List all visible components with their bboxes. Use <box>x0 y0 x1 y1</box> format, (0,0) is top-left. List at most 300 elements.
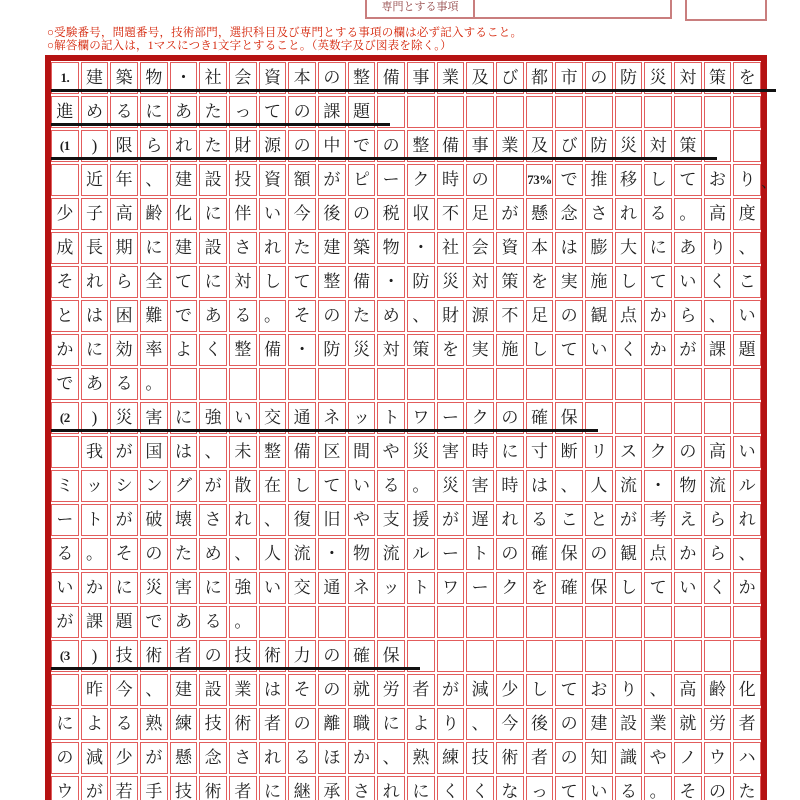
grid-cell: 。 <box>674 198 702 230</box>
grid-cell: ス <box>615 436 643 468</box>
grid-cell <box>496 164 524 196</box>
grid-cell: 設 <box>199 164 227 196</box>
grid-cell: 者 <box>229 776 257 800</box>
grid-cell <box>704 606 732 638</box>
grid-cell: ネ <box>348 572 376 604</box>
grid-cell: る <box>644 198 672 230</box>
grid-cell: 設 <box>199 232 227 264</box>
grid-cell: れ <box>229 504 257 536</box>
grid-cell: い <box>585 334 613 366</box>
grid-cell: た <box>199 96 227 128</box>
grid-cell: 確 <box>555 572 583 604</box>
grid-cell: 膨 <box>585 232 613 264</box>
grid-cell: よ <box>170 334 198 366</box>
grid-cell <box>496 96 524 128</box>
grid-cell: 労 <box>704 708 732 740</box>
grid-cell: 備 <box>288 436 316 468</box>
grid-cell: い <box>733 300 761 332</box>
grid-cell: れ <box>496 504 524 536</box>
grid-cell: 伴 <box>229 198 257 230</box>
grid-cell: に <box>199 198 227 230</box>
grid-cell: 強 <box>229 572 257 604</box>
grid-cell: に <box>110 572 138 604</box>
grid-cell: は <box>259 674 287 706</box>
grid-cell: 73% <box>526 164 554 196</box>
grid-cell <box>733 640 761 672</box>
grid-cell: 援 <box>407 504 435 536</box>
grid-cell: 減 <box>81 742 109 774</box>
grid-row <box>51 232 761 264</box>
grid-cell: 実 <box>555 266 583 298</box>
grid-cell <box>733 402 761 434</box>
grid-cell: の <box>585 62 613 94</box>
grid-cell: 題 <box>348 96 376 128</box>
grid-cell: や <box>644 742 672 774</box>
grid-cell <box>615 402 643 434</box>
grid-cell <box>555 96 583 128</box>
grid-cell <box>259 368 287 400</box>
grid-cell: 技 <box>466 742 494 774</box>
grid-cell: 題 <box>733 334 761 366</box>
grid-cell: い <box>259 572 287 604</box>
grid-cell: ら <box>110 266 138 298</box>
grid-cell: 昨 <box>81 674 109 706</box>
grid-cell: 社 <box>199 62 227 94</box>
grid-cell: び <box>555 130 583 162</box>
grid-cell: 備 <box>348 266 376 298</box>
grid-cell: 時 <box>496 470 524 502</box>
grid-cell: 災 <box>615 130 643 162</box>
grid-cell: く <box>704 266 732 298</box>
grid-cell <box>407 606 435 638</box>
grid-cell: し <box>526 334 554 366</box>
grid-cell: る <box>51 538 79 570</box>
grid-cell <box>644 640 672 672</box>
grid-cell: さ <box>229 742 257 774</box>
grid-cell: 移 <box>615 164 643 196</box>
grid-cell: 対 <box>674 62 702 94</box>
grid-cell <box>526 640 554 672</box>
grid-cell: 、 <box>704 300 732 332</box>
grid-cell: ト <box>81 504 109 536</box>
grid-cell: ー <box>377 164 405 196</box>
grid-cell: り <box>704 232 732 264</box>
grid-cell: ネ <box>318 402 346 434</box>
grid-cell: 対 <box>644 130 672 162</box>
grid-cell: ら <box>140 130 168 162</box>
grid-cell: 施 <box>496 334 524 366</box>
grid-cell: の <box>140 538 168 570</box>
grid-cell: (3 <box>51 640 79 672</box>
grid-cell: 防 <box>615 62 643 94</box>
grid-cell: 防 <box>585 130 613 162</box>
grid-cell: し <box>615 266 643 298</box>
grid-cell: い <box>674 266 702 298</box>
grid-cell <box>733 130 761 162</box>
grid-cell: 額 <box>288 164 316 196</box>
grid-cell: の <box>199 640 227 672</box>
grid-cell: 害 <box>170 572 198 604</box>
grid-cell: 建 <box>170 164 198 196</box>
grid-cell: く <box>466 776 494 800</box>
grid-cell: 懸 <box>170 742 198 774</box>
grid-cell: で <box>170 300 198 332</box>
grid-row <box>51 742 761 774</box>
grid-cell <box>615 368 643 400</box>
grid-cell: 建 <box>585 708 613 740</box>
grid-cell: あ <box>170 96 198 128</box>
grid-row <box>51 266 761 298</box>
grid-cell: で <box>348 130 376 162</box>
section-underline <box>51 667 420 670</box>
grid-cell: ハ <box>733 742 761 774</box>
grid-cell: 懸 <box>526 198 554 230</box>
grid-cell: 後 <box>318 198 346 230</box>
grid-cell: 本 <box>526 232 554 264</box>
grid-cell <box>437 640 465 672</box>
grid-cell: に <box>377 708 405 740</box>
grid-cell: 築 <box>110 62 138 94</box>
grid-cell: が <box>437 674 465 706</box>
grid-cell <box>674 606 702 638</box>
specialty-field-input[interactable] <box>475 0 670 17</box>
grid-row <box>51 538 761 570</box>
grid-cell: 害 <box>437 436 465 468</box>
grid-cell: 対 <box>229 266 257 298</box>
grid-cell: く <box>615 334 643 366</box>
grid-row <box>51 572 761 604</box>
grid-cell: し <box>288 470 316 502</box>
grid-row <box>51 368 761 400</box>
grid-cell <box>615 640 643 672</box>
grid-cell: あ <box>81 368 109 400</box>
grid-cell: 者 <box>170 640 198 672</box>
grid-cell: 業 <box>437 62 465 94</box>
grid-cell: 不 <box>437 198 465 230</box>
grid-cell: れ <box>733 504 761 536</box>
grid-cell: の <box>674 436 702 468</box>
grid-cell: 後 <box>526 708 554 740</box>
grid-cell <box>674 402 702 434</box>
grid-cell: 念 <box>555 198 583 230</box>
grid-row <box>51 708 761 740</box>
grid-cell: ・ <box>644 470 672 502</box>
grid-cell: 熟 <box>140 708 168 740</box>
grid-cell: 建 <box>170 674 198 706</box>
grid-cell: の <box>288 708 316 740</box>
grid-cell: 減 <box>466 674 494 706</box>
grid-cell: 全 <box>140 266 168 298</box>
grid-cell: 備 <box>377 62 405 94</box>
grid-cell: 策 <box>407 334 435 366</box>
grid-cell: 建 <box>81 62 109 94</box>
grid-cell: 承 <box>318 776 346 800</box>
grid-cell <box>51 436 79 468</box>
grid-cell: 少 <box>496 674 524 706</box>
grid-cell: 災 <box>437 266 465 298</box>
grid-cell: 害 <box>140 402 168 434</box>
grid-cell: 離 <box>318 708 346 740</box>
grid-cell <box>407 368 435 400</box>
grid-cell: 術 <box>496 742 524 774</box>
grid-cell: ノ <box>674 742 702 774</box>
grid-cell: ク <box>466 402 494 434</box>
grid-cell <box>377 368 405 400</box>
grid-cell: 及 <box>526 130 554 162</box>
grid-cell <box>733 96 761 128</box>
grid-cell: 術 <box>259 640 287 672</box>
grid-cell: 社 <box>437 232 465 264</box>
grid-cell: 散 <box>229 470 257 502</box>
grid-cell: 推 <box>585 164 613 196</box>
grid-cell: と <box>585 504 613 536</box>
grid-cell: は <box>81 300 109 332</box>
grid-cell: 齢 <box>704 674 732 706</box>
grid-cell: 国 <box>140 436 168 468</box>
grid-cell: ッ <box>377 572 405 604</box>
grid-cell: ー <box>51 504 79 536</box>
grid-cell: ッ <box>348 402 376 434</box>
grid-cell: い <box>229 402 257 434</box>
grid-cell: ク <box>644 436 672 468</box>
grid-cell: 技 <box>170 776 198 800</box>
grid-cell: 、 <box>733 232 761 264</box>
grid-cell <box>526 368 554 400</box>
grid-cell: 課 <box>704 334 732 366</box>
grid-cell: リ <box>585 436 613 468</box>
grid-cell: 大 <box>615 232 643 264</box>
grid-cell: こ <box>555 504 583 536</box>
grid-cell: 確 <box>526 538 554 570</box>
grid-cell: ン <box>140 470 168 502</box>
grid-cell: 難 <box>140 300 168 332</box>
specialty-field-box <box>365 0 672 19</box>
grid-cell: が <box>615 504 643 536</box>
grid-cell: 者 <box>407 674 435 706</box>
grid-cell: 税 <box>377 198 405 230</box>
grid-cell: 本 <box>288 62 316 94</box>
grid-cell: り <box>733 164 761 196</box>
grid-cell: 投 <box>229 164 257 196</box>
grid-cell: め <box>199 538 227 570</box>
grid-cell: で <box>140 606 168 638</box>
grid-cell: 整 <box>229 334 257 366</box>
grid-cell: れ <box>170 130 198 162</box>
grid-cell: 強 <box>199 402 227 434</box>
grid-cell: 我 <box>81 436 109 468</box>
grid-cell <box>526 606 554 638</box>
grid-cell <box>437 368 465 400</box>
section-underline <box>51 157 717 160</box>
grid-cell: の <box>585 538 613 570</box>
grid-cell: 不 <box>496 300 524 332</box>
grid-cell: 市 <box>555 62 583 94</box>
grid-cell: 断 <box>555 436 583 468</box>
grid-cell: 職 <box>348 708 376 740</box>
grid-cell: が <box>110 436 138 468</box>
grid-cell: 復 <box>288 504 316 536</box>
grid-cell: 観 <box>585 300 613 332</box>
grid-cell: 、 <box>466 708 494 740</box>
grid-cell: の <box>348 198 376 230</box>
grid-cell: の <box>704 776 732 800</box>
grid-cell: ワ <box>407 402 435 434</box>
grid-cell <box>615 606 643 638</box>
grid-cell: 高 <box>704 436 732 468</box>
grid-cell: 練 <box>437 742 465 774</box>
number-box[interactable] <box>685 0 767 21</box>
grid-cell: か <box>733 572 761 604</box>
grid-cell: に <box>199 266 227 298</box>
instruction-line-1: ○受験番号，問題番号，技術部門，選択科目及び専門とする事項の欄は必ず記入すること。 <box>47 27 523 39</box>
grid-cell: て <box>555 674 583 706</box>
grid-cell: 未 <box>229 436 257 468</box>
grid-cell: 課 <box>318 96 346 128</box>
grid-cell: の <box>318 674 346 706</box>
grid-cell: ト <box>377 402 405 434</box>
grid-cell: で <box>51 368 79 400</box>
grid-cell: 害 <box>466 470 494 502</box>
grid-cell: が <box>674 334 702 366</box>
grid-cell: 建 <box>170 232 198 264</box>
grid-cell: そ <box>110 538 138 570</box>
grid-cell: し <box>259 266 287 298</box>
grid-cell: 若 <box>110 776 138 800</box>
grid-cell: そ <box>288 674 316 706</box>
grid-cell: ト <box>466 538 494 570</box>
grid-cell: 継 <box>288 776 316 800</box>
grid-cell: 進 <box>51 96 79 128</box>
grid-cell: 。 <box>407 470 435 502</box>
hanging-punctuation: 、 <box>760 175 776 191</box>
grid-cell: 、 <box>140 674 168 706</box>
grid-cell: 近 <box>81 164 109 196</box>
grid-cell: 技 <box>199 708 227 740</box>
grid-cell: の <box>555 742 583 774</box>
grid-cell: が <box>140 742 168 774</box>
grid-cell: 流 <box>615 470 643 502</box>
grid-cell: に <box>199 572 227 604</box>
grid-cell: の <box>555 708 583 740</box>
grid-cell: そ <box>288 300 316 332</box>
grid-cell: ー <box>466 572 494 604</box>
grid-cell: 今 <box>288 198 316 230</box>
grid-cell: ピ <box>348 164 376 196</box>
grid-cell: 流 <box>704 470 732 502</box>
grid-cell: 遅 <box>466 504 494 536</box>
grid-cell: る <box>110 708 138 740</box>
grid-cell: か <box>81 572 109 604</box>
grid-cell: 設 <box>615 708 643 740</box>
grid-cell: ウ <box>704 742 732 774</box>
grid-cell: 就 <box>674 708 702 740</box>
grid-cell: 者 <box>259 708 287 740</box>
grid-cell <box>466 368 494 400</box>
grid-cell: 旧 <box>318 504 346 536</box>
grid-cell: 、 <box>140 164 168 196</box>
grid-cell: 、 <box>407 300 435 332</box>
grid-cell: 、 <box>199 436 227 468</box>
grid-cell: 子 <box>81 198 109 230</box>
grid-cell: 齢 <box>140 198 168 230</box>
grid-cell: ・ <box>288 334 316 366</box>
grid-cell: 策 <box>674 130 702 162</box>
grid-cell: 高 <box>110 198 138 230</box>
grid-row <box>51 640 761 672</box>
grid-cell: (1 <box>51 130 79 162</box>
grid-cell: れ <box>615 198 643 230</box>
grid-cell: た <box>288 232 316 264</box>
grid-cell: れ <box>259 742 287 774</box>
grid-cell: く <box>704 572 732 604</box>
grid-cell: 力 <box>288 640 316 672</box>
grid-cell: ッ <box>81 470 109 502</box>
grid-cell <box>555 606 583 638</box>
grid-cell: 、 <box>377 742 405 774</box>
grid-cell: (2 <box>51 402 79 434</box>
grid-cell: 化 <box>733 674 761 706</box>
grid-cell: し <box>526 674 554 706</box>
grid-cell: れ <box>81 266 109 298</box>
grid-cell: る <box>377 470 405 502</box>
grid-cell: が <box>199 470 227 502</box>
grid-cell: に <box>259 776 287 800</box>
grid-cell: は <box>526 470 554 502</box>
grid-cell <box>288 606 316 638</box>
grid-cell: 念 <box>199 742 227 774</box>
grid-cell: 観 <box>615 538 643 570</box>
grid-cell: 物 <box>348 538 376 570</box>
grid-cell: 整 <box>318 266 346 298</box>
grid-cell: ウ <box>51 776 79 800</box>
grid-cell <box>555 640 583 672</box>
grid-cell: 技 <box>229 640 257 672</box>
grid-cell: 事 <box>407 62 435 94</box>
grid-cell: の <box>288 130 316 162</box>
grid-cell: を <box>526 572 554 604</box>
grid-cell: 中 <box>318 130 346 162</box>
grid-cell: 高 <box>674 674 702 706</box>
grid-cell: 保 <box>377 640 405 672</box>
grid-cell: ク <box>407 164 435 196</box>
grid-cell: 対 <box>377 334 405 366</box>
grid-cell: 者 <box>733 708 761 740</box>
grid-cell: 災 <box>348 334 376 366</box>
section-underline <box>51 429 598 432</box>
grid-cell: か <box>674 538 702 570</box>
grid-cell: そ <box>674 776 702 800</box>
grid-cell: 業 <box>496 130 524 162</box>
grid-cell: え <box>674 504 702 536</box>
grid-cell: 災 <box>407 436 435 468</box>
grid-cell: ー <box>437 538 465 570</box>
grid-cell: さ <box>229 232 257 264</box>
grid-cell: 保 <box>555 538 583 570</box>
grid-cell: の <box>318 640 346 672</box>
grid-cell: 術 <box>140 640 168 672</box>
grid-cell: 防 <box>407 266 435 298</box>
grid-cell: か <box>644 300 672 332</box>
grid-cell: あ <box>674 232 702 264</box>
grid-cell: ル <box>733 470 761 502</box>
grid-cell: 物 <box>377 232 405 264</box>
grid-cell: ル <box>407 538 435 570</box>
grid-cell <box>496 640 524 672</box>
grid-cell: 対 <box>466 266 494 298</box>
grid-cell: お <box>585 674 613 706</box>
grid-cell: 会 <box>229 62 257 94</box>
grid-cell: る <box>110 368 138 400</box>
